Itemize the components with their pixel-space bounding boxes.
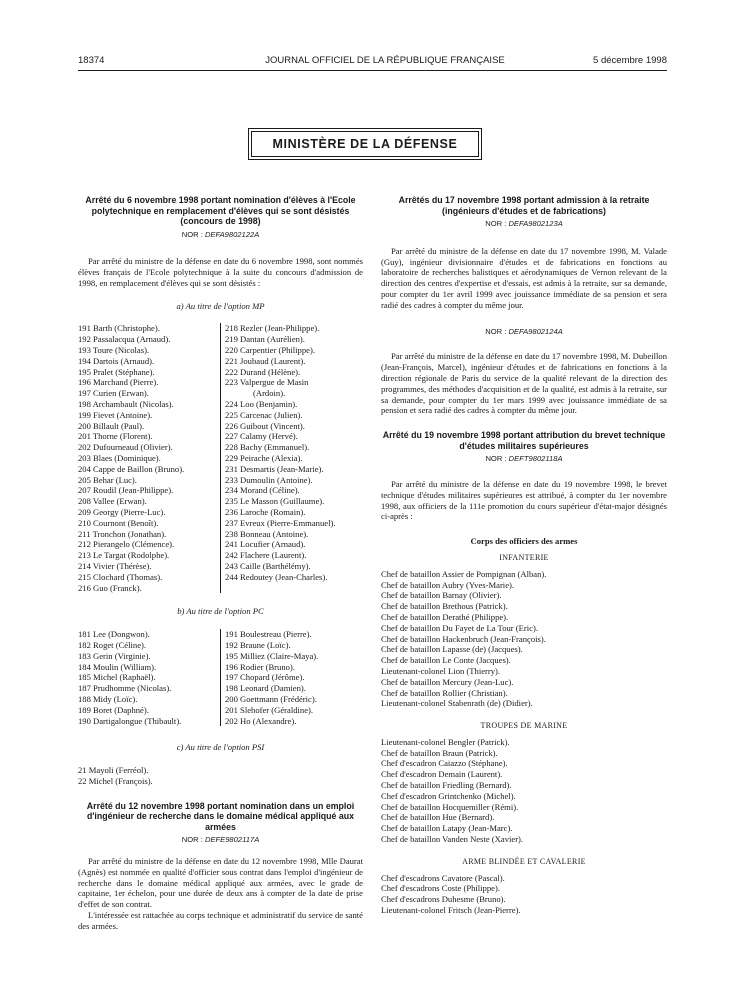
list-item: 231 Desmartis (Jean-Marie). (225, 463, 324, 474)
nor-reference: NOR : DEFE9802117A (181, 835, 260, 845)
list-item: Chef d'escadron Demain (Laurent). (381, 769, 503, 780)
list-item: Lieutenant-colonel Bengler (Patrick). (381, 736, 510, 747)
list-item: 197 Chopard (Jérôme). (225, 672, 305, 683)
list-item: Chef de bataillon Du Fayet de La Tour (Eric). (381, 622, 538, 633)
list-item: 205 Behar (Luc). (78, 474, 137, 485)
list-item: 219 Dantan (Aurélien). (225, 334, 305, 345)
list-item: 196 Marchand (Pierre). (78, 377, 159, 388)
list-item: 190 Dartigalongue (Thibault). (78, 715, 182, 726)
list-item: Chef de bataillon Rollier (Christian). (381, 687, 508, 698)
list-item: 207 Roudil (Jean-Philippe). (78, 485, 174, 496)
list-item: 192 Braune (Loïc). (225, 640, 291, 650)
list-item: 222 Durand (Hélène). (225, 366, 301, 377)
list-item: 196 Rodier (Bruno). (225, 661, 295, 672)
list-item: 192 Passalacqua (Arnaud). (78, 334, 171, 345)
list-item: 233 Dumoulin (Antoine). (225, 474, 313, 485)
arrete-body: Par arrêté du ministre de la défense en date du 12 novembre 1998, Mlle Daurat (Agnès) est nommée en qualité d'officier sous contrat dans l'emploi d'ingénieur de recherche dans le domaine médical appliqué aux armées, avec le grade de capitaine, 1er échelon, pour une durée de deux ans à compter de la date de prise d'effet de son contrat. (78, 856, 363, 910)
list-item: Chef de bataillon Hue (Bernard). (381, 812, 495, 823)
list-item: 193 Toure (Nicolas). (78, 345, 150, 356)
list-item: Chef de bataillon Brethous (Patrick). (381, 601, 508, 612)
list-item: 221 Joubaud (Laurent). (225, 355, 306, 366)
pc-names-table (78, 629, 363, 726)
list-item: 191 Barth (Christophe). (78, 323, 160, 334)
list-item: 198 Leonard (Damien). (225, 683, 306, 694)
list-item: Lieutenant-colonel Lion (Thierry). (381, 665, 501, 676)
list-item: 200 Billault (Paul). (78, 420, 145, 431)
arrete-body: Par arrêté du ministre de la défense en date du 17 novembre 1998, M. Dubeillon (Jean-François, Marcel), ingénieur d'études et de fabrications en fonctions à la direction régionale de Paris du service de la qualité relevant de la direction des programmes, des méthodes d'acquisition et de la qualité, est admis à la retraite, sur sa demande, pour compter du 1er mars 1999 avec jouissance immédiate de sa pension et sera radié des cadres à compter du même jour. (381, 351, 667, 416)
list-item: 185 Michel (Raphaël). (78, 672, 156, 683)
ministry-heading: MINISTÈRE DE LA DÉFENSE (251, 131, 479, 157)
nor-reference: NOR : DEFT9802118A (485, 454, 563, 464)
option-pc-heading: b) Au titre de l'option PC (177, 606, 264, 617)
arrete-title-retraite: Arrêtés du 17 novembre 1998 portant admission à la retraite (ingénieurs d'études et de fabrications) (398, 195, 650, 216)
list-item: 201 Slehofer (Géraldine). (225, 704, 314, 715)
page-number: 18374 (78, 55, 105, 66)
option-psi-heading: c) Au titre de l'option PSI (176, 742, 265, 753)
list-item: 228 Bachy (Emmanuel). (225, 442, 310, 453)
arrete-body: L'intéressée est rattachée au corps technique et administratif du service de santé des armées. (78, 910, 363, 931)
arrete-body: Par arrêté du ministre de la défense en date du 19 novembre 1998, le brevet technique d'études militaires supérieures est attribué, à compter du 1er novembre 1998, aux officiers de la 111e promotion du cours supérieur d'état-major désignés ci-après : (381, 478, 667, 522)
list-item: 22 Michel (François). (78, 775, 153, 786)
list-item: 199 Fievet (Antoine). (78, 409, 153, 420)
list-item: 183 Gerin (Virginie). (78, 650, 151, 661)
list-item: 189 Boret (Daphné). (78, 704, 149, 715)
list-item: 215 Clochard (Thomas). (78, 571, 163, 582)
list-item: Chef de bataillon Derathé (Philippe). (381, 611, 509, 622)
list-item: Lieutenant-colonel Stabenrath (de) (Didier). (381, 698, 533, 709)
list-item: 202 Ho (Alexandre). (225, 715, 297, 726)
list-item: 223 Valpergue de Masin (225, 377, 309, 388)
list-item: 235 Le Masson (Guillaume). (225, 496, 325, 507)
list-item: 236 Laroche (Romain). (225, 507, 306, 518)
list-item: 184 Moulin (William). (78, 661, 157, 672)
list-item: 212 Pierangelo (Clémence). (78, 539, 175, 550)
list-item: 220 Carpentier (Philippe). (225, 345, 315, 356)
right-column (381, 195, 667, 916)
list-item: (Ardoin). (253, 388, 286, 399)
list-item: Chef d'escadrons Duhesme (Bruno). (381, 894, 506, 905)
list-item: Chef d'escadrons Coste (Philippe). (381, 883, 500, 894)
marine-heading: TROUPES DE MARINE (480, 721, 568, 731)
journal-title: JOURNAL OFFICIEL DE LA RÉPUBLIQUE FRANÇAISE (265, 55, 505, 66)
list-item: Chef de bataillon Latapy (Jean-Marc). (381, 823, 513, 834)
list-item: 200 Goettmann (Frédéric). (225, 693, 317, 704)
marine-list (381, 737, 667, 845)
list-item: Chef de bataillon Mercury (Jean-Luc). (381, 676, 514, 687)
list-item: Chef d'escadron Grintchenko (Michel). (381, 790, 516, 801)
list-item: 210 Cournont (Benoît). (78, 517, 159, 528)
list-item: 195 Pralet (Stéphane). (78, 366, 155, 377)
infanterie-list (381, 569, 667, 709)
list-item: 243 Caille (Barthélémy). (225, 561, 311, 572)
list-item: 194 Dartois (Arnaud). (78, 355, 155, 366)
list-item: Chef de bataillon Aubry (Yves-Marie). (381, 579, 515, 590)
abc-list (381, 873, 667, 916)
pc-names-col1 (78, 629, 220, 726)
left-column (78, 195, 363, 932)
pc-names-col2 (220, 629, 363, 726)
list-item: 182 Roget (Céline). (78, 640, 147, 650)
list-item: 218 Rezler (Jean-Philippe). (225, 323, 320, 334)
list-item: 208 Vallee (Erwan). (78, 496, 147, 507)
list-item: Chef d'escadrons Cavatore (Pascal). (381, 872, 505, 883)
list-item: 225 Carcenac (Julien). (225, 409, 303, 420)
list-item: 204 Cappe de Baillon (Bruno). (78, 463, 185, 474)
list-item: 241 Locufier (Arnaud). (225, 539, 306, 550)
list-item: 214 Vivier (Thérèse). (78, 561, 152, 572)
mp-names-col2 (220, 323, 363, 593)
list-item: 198 Archambault (Nicolas). (78, 399, 174, 410)
list-item: 203 Blaes (Dominique). (78, 453, 161, 464)
list-item: 197 Curien (Erwan). (78, 388, 149, 399)
list-item: 227 Calamy (Hervé). (225, 431, 298, 442)
list-item: 234 Morand (Céline). (225, 485, 300, 496)
list-item: 191 Boulestreau (Pierre). (225, 629, 312, 640)
list-item: Chef de bataillon Friedling (Bernard). (381, 780, 512, 791)
mp-names-table (78, 323, 363, 593)
list-item: 209 Georgy (Pierre-Luc). (78, 507, 166, 518)
list-item: 188 Midy (Loïc). (78, 693, 138, 704)
list-item: Chef de bataillon Vanden Neste (Xavier). (381, 834, 524, 845)
abc-heading: ARME BLINDÉE ET CAVALERIE (462, 856, 586, 866)
list-item: Lieutenant-colonel Fritsch (Jean-Pierre). (381, 905, 521, 916)
list-item: 244 Redoutey (Jean-Charles). (225, 571, 328, 582)
list-item: Chef de bataillon Le Conte (Jacques). (381, 655, 511, 666)
list-item: 187 Prudhomme (Nicolas). (78, 683, 172, 694)
list-item: 216 Guo (Franck). (78, 582, 142, 593)
list-item: 211 Tronchon (Jonathan). (78, 528, 167, 539)
nor-reference: NOR : DEFA9802122A (181, 229, 260, 239)
list-item: Chef de bataillon Hackenbruch (Jean-François). (381, 633, 546, 644)
list-item: 224 Loo (Benjamin). (225, 399, 298, 410)
nor-reference: NOR : DEFA9802124A (485, 326, 563, 336)
list-item: Chef de bataillon Barnay (Olivier). (381, 590, 502, 601)
list-item: 242 Flachere (Laurent). (225, 550, 307, 561)
psi-names-list (78, 765, 363, 787)
arrete-body: Par arrêté du ministre de la défense en date du 17 novembre 1998, M. Valade (Guy), ingénieur divisionnaire d'études et de fabrications en fonctions au laboratoire de recherches balistiques et aérodynamiques de Vernon relevant de la direction des centres d'expertise et d'essais, est admis à la retraite, sur sa demande, pour compter du 1er avril 1999 avec jouissance immédiate de sa pension et sera radié des cadres à compter du même jour. (381, 245, 667, 310)
option-mp-heading: a) Au titre de l'option MP (176, 300, 265, 311)
infanterie-heading: INFANTERIE (499, 552, 549, 562)
list-item: 195 Milliez (Claire-Maya). (225, 650, 319, 661)
list-item: Chef de bataillon Lapasse (de) (Jacques). (381, 644, 523, 655)
list-item: Chef de bataillon Assier de Pompignan (Alban). (381, 568, 547, 579)
list-item: 202 Dufourneaud (Olivier). (78, 442, 173, 453)
list-item: 226 Guibout (Vincent). (225, 420, 305, 431)
list-item: 238 Bonneau (Antoine). (225, 528, 309, 539)
list-item: Chef d'escadron Caiazzo (Stéphane). (381, 758, 508, 769)
arrete-title-ingenieur: Arrêté du 12 novembre 1998 portant nomination dans un emploi d'ingénieur de recherche dans le domaine médical appliqué aux armées (86, 800, 355, 832)
list-item: Chef de bataillon Braun (Patrick). (381, 747, 498, 758)
header-divider (78, 70, 667, 71)
list-item: Chef de bataillon Hocquemiller (Rémi). (381, 801, 519, 812)
list-item: 21 Mayoli (Ferréol). (78, 765, 149, 776)
publication-date: 5 décembre 1998 (593, 55, 667, 66)
arrete-title-brevet: Arrêté du 19 novembre 1998 portant attribution du brevet technique d'études militaires supérieures (382, 430, 666, 451)
list-item: 229 Peirache (Alexia). (225, 453, 303, 464)
list-item: 201 Thorne (Florent). (78, 431, 153, 442)
nor-reference: NOR : DEFA9802123A (485, 219, 563, 228)
arrete-body: Par arrêté du ministre de la défense en date du 6 novembre 1998, sont nommés élèves français de l'Ecole polytechnique à la suite du concours d'admission de 1998, en remplacement d'élèves qui se sont désistés : (78, 256, 363, 288)
list-item: 237 Evreux (Pierre-Emmanuel). (225, 517, 336, 528)
corps-heading: Corps des officiers des armes (470, 536, 578, 547)
arrete-title-polytechnique: Arrêté du 6 novembre 1998 portant nomination d'élèves à l'Ecole polytechnique en remplacement d'élèves qui se sont désistés (concours de 1998) (85, 195, 356, 226)
list-item: 213 Le Targat (Rodolphe). (78, 550, 170, 561)
mp-names-col1 (78, 323, 220, 593)
list-item: 181 Lee (Dongwon). (78, 629, 150, 640)
